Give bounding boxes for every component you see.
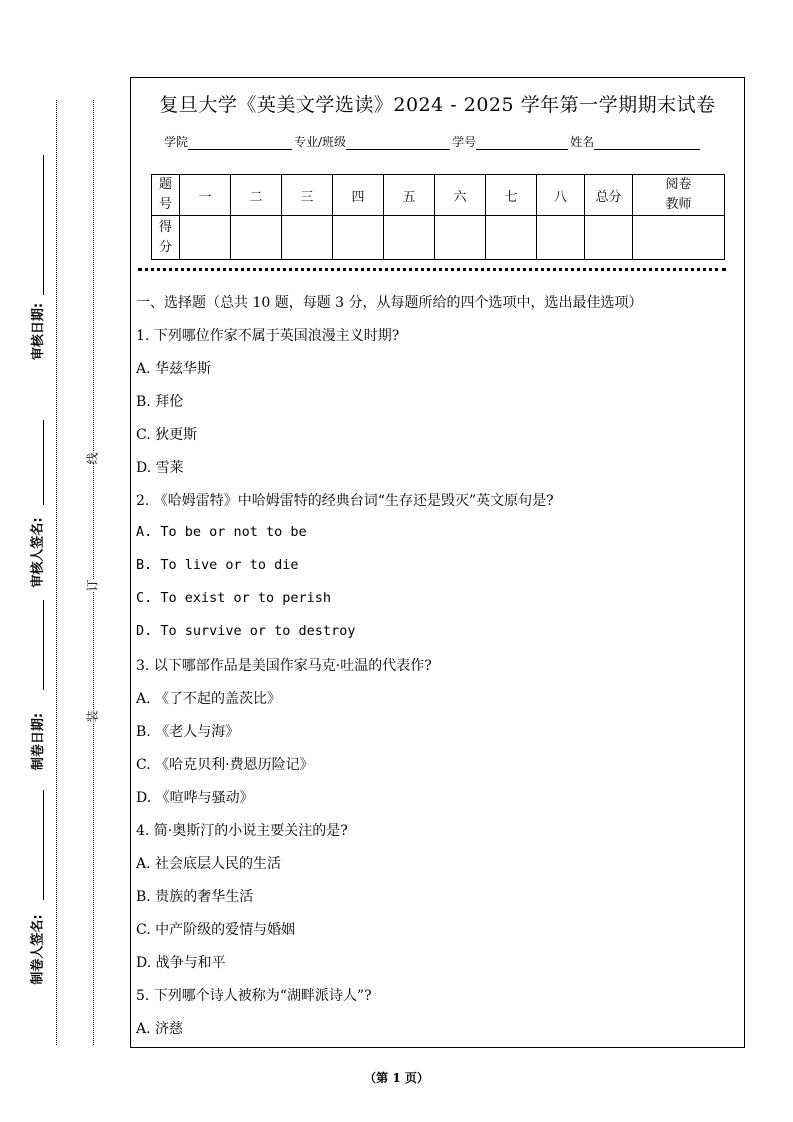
section-separator xyxy=(138,268,726,271)
name-label: 姓名 xyxy=(570,135,595,149)
paper-maker-signature-blank[interactable] xyxy=(43,790,44,900)
option-line[interactable]: C. 狄更斯 xyxy=(136,427,198,443)
name-field[interactable] xyxy=(594,136,700,150)
major-label: 专业/班级 xyxy=(294,135,347,149)
section-heading: 一、选择题（总共 10 题，每题 3 分，从每题所给的四个选项中，选出最佳选项） xyxy=(136,295,643,311)
score-table-header-row xyxy=(152,175,725,216)
student-id-label: 学号 xyxy=(452,135,477,149)
score-cell[interactable] xyxy=(435,216,486,260)
score-table-score-row xyxy=(152,216,725,260)
option-line[interactable]: D. 雪莱 xyxy=(136,460,184,476)
page-number: （第 1 页） xyxy=(364,1071,429,1085)
option-line[interactable]: C. 《哈克贝利·费恩历险记》 xyxy=(136,757,314,773)
reviewer-signature-blank[interactable] xyxy=(43,420,44,505)
student-info-row xyxy=(164,133,702,150)
header-cell: 四 xyxy=(333,175,384,216)
review-date-blank[interactable] xyxy=(43,155,44,295)
header-cell: 二 xyxy=(231,175,282,216)
option-line[interactable]: A. 济慈 xyxy=(136,1021,184,1037)
option-line[interactable]: D. 《喧哗与骚动》 xyxy=(136,790,254,806)
option-line[interactable]: C. To exist or to perish xyxy=(136,590,332,606)
score-cell[interactable] xyxy=(333,216,384,260)
bind-char-line: 线 xyxy=(82,452,103,464)
option-line[interactable]: A. 《了不起的盖茨比》 xyxy=(136,691,282,707)
bind-char-bind: 装 xyxy=(82,710,103,722)
score-cell[interactable] xyxy=(537,216,585,260)
option-line[interactable]: B. 贵族的奢华生活 xyxy=(136,889,254,905)
exam-title: 复旦大学《英美文学选读》2024 - 2025 学年第一学期期末试卷 xyxy=(159,94,716,116)
college-field[interactable] xyxy=(188,136,292,150)
question-stem: 5. 下列哪个诗人被称为“湖畔派诗人”? xyxy=(136,988,372,1004)
option-line[interactable]: A. To be or not to be xyxy=(136,524,307,540)
option-line[interactable]: D. To survive or to destroy xyxy=(136,623,356,639)
score-cell[interactable] xyxy=(384,216,435,260)
paper-date-label: 制卷日期: xyxy=(31,712,47,771)
exam-frame xyxy=(130,77,745,1048)
header-cell: 三 xyxy=(282,175,333,216)
option-line[interactable]: A. 华兹华斯 xyxy=(136,361,212,377)
review-date-label: 审核日期: xyxy=(31,302,47,361)
question-stem: 2. 《哈姆雷特》中哈姆雷特的经典台词“生存还是毁灭”英文原句是? xyxy=(136,493,554,509)
score-table xyxy=(151,174,725,260)
header-cell: 一 xyxy=(180,175,231,216)
option-line[interactable]: C. 中产阶级的爱情与婚姻 xyxy=(136,922,296,938)
header-cell: 五 xyxy=(384,175,435,216)
header-cell-grader: 阅卷教师 xyxy=(633,175,725,216)
question-stem: 3. 以下哪部作品是美国作家马克·吐温的代表作? xyxy=(136,658,432,674)
question-stem: 1. 下列哪位作家不属于英国浪漫主义时期? xyxy=(136,328,400,344)
paper-maker-signature-label: 制卷人签名: xyxy=(30,914,46,985)
reviewer-signature-label: 审核人签名: xyxy=(30,517,46,588)
student-id-field[interactable] xyxy=(476,136,568,150)
bind-char-staple: 订 xyxy=(82,579,103,591)
option-line[interactable]: B. 拜伦 xyxy=(136,394,184,410)
score-cell-grader[interactable] xyxy=(633,216,725,260)
score-cell[interactable] xyxy=(180,216,231,260)
option-line[interactable]: B. 《老人与海》 xyxy=(136,724,240,740)
header-cell-total: 总分 xyxy=(585,175,633,216)
score-cell-total[interactable] xyxy=(585,216,633,260)
binding-line-outer xyxy=(56,100,57,1045)
score-cell[interactable] xyxy=(231,216,282,260)
binding-line-inner xyxy=(93,100,94,1045)
header-cell: 六 xyxy=(435,175,486,216)
header-cell: 八 xyxy=(537,175,585,216)
header-cell: 七 xyxy=(486,175,537,216)
score-cell[interactable] xyxy=(486,216,537,260)
option-line[interactable]: A. 社会底层人民的生活 xyxy=(136,856,282,872)
college-label: 学院 xyxy=(164,135,189,149)
option-line[interactable]: B. To live or to die xyxy=(136,557,299,573)
score-cell[interactable] xyxy=(282,216,333,260)
paper-date-blank[interactable] xyxy=(43,600,44,690)
header-label-cell: 题号 xyxy=(152,175,180,216)
major-field[interactable] xyxy=(346,136,450,150)
question-stem: 4. 简·奥斯汀的小说主要关注的是? xyxy=(136,823,348,839)
score-label-cell: 得分 xyxy=(152,216,180,260)
option-line[interactable]: D. 战争与和平 xyxy=(136,955,226,971)
